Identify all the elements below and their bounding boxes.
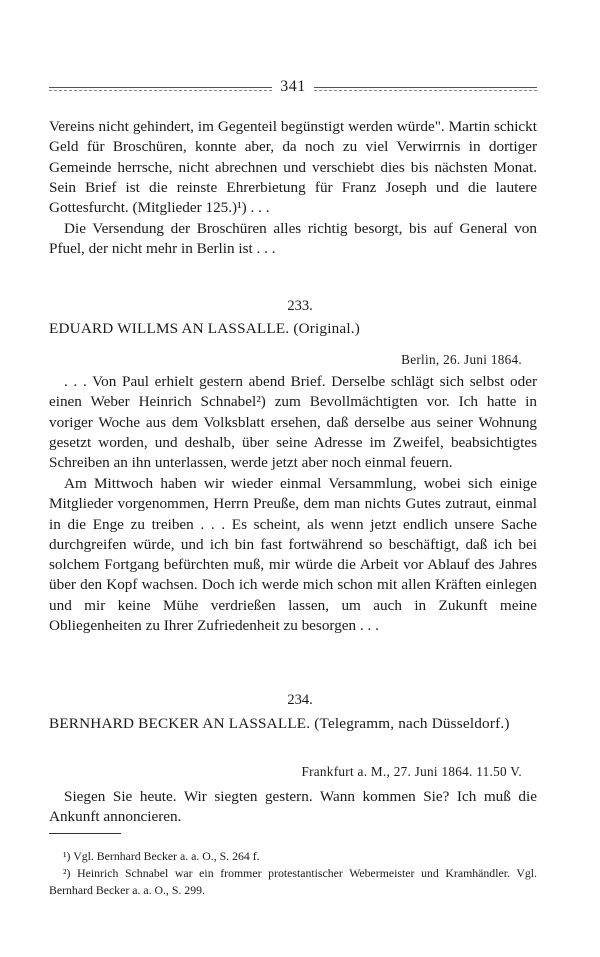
continued-paragraph-2: Die Versendung der Broschüren alles richtig besorgt, bis auf General von Pfuel, der nicht mehr in Berlin ist . . . [49, 220, 537, 258]
letter-date-234: Frankfurt a. M., 27. Juni 1864. 11.50 V. [301, 764, 522, 779]
continued-paragraph: Vereins nicht gehindert, im Gegenteil begünstigt werden würde". Martin schickt Geld für Broschüren, konnte aber, da noch zu viel Verwirrnis in dortiger Gemeinde herrsche, nicht abrechnen und verschiebt dies bis nächsten Monat. Sein Brief ist die reinste Ehrerbietung für Franz Joseph und die lautere Gottesfurcht. (Mitglieder 125.)¹) . . . [49, 118, 537, 217]
footnote-rule [49, 833, 121, 834]
page-number: 341 [280, 77, 306, 95]
letter-234-paragraph-1: Siegen Sie heute. Wir siegten gestern. Wann kommen Sie? Ich muß die Ankunft annoncieren. [49, 788, 537, 826]
letter-heading-233: EDUARD WILLMS AN LASSALLE. (Original.) [49, 320, 361, 337]
letter-number-234: 234. [287, 692, 313, 708]
footnote-1: ¹) Vgl. Bernhard Becker a. a. O., S. 264 f. [63, 849, 260, 863]
header-rule-right [314, 87, 537, 88]
letter-number-233: 233. [287, 298, 313, 314]
letter-233-paragraph-2: Am Mittwoch haben wir wieder einmal Versammlung, wobei sich einige Mitglieder vorgenommen, Herrn Preuße, dem man nichts Gutes zutraut, einmal in die Enge zu treiben . . . Es scheint, als wenn jetzt endlich unsere Sache durchgreifen würde, und ich bin fast fortwährend so beschäftigt, daß ich bei solchem Fortgang befürchten muß, mir würde die Arbeit vor Ablauf des Jahres über den Kopf wachsen. Doch ich werde mich schon mit allen Kräften einlegen und mir keine Mühe verdrießen lassen, um auch in Zukunft meine Obliegenheiten zu Ihrer Zufriedenheit zu besorgen . . . [49, 475, 537, 635]
header-rule-left [49, 87, 272, 88]
running-header [49, 76, 537, 98]
footnote-2: ²) Heinrich Schnabel war ein frommer protestantischer Webermeister und Kramhändler. Vgl. Bernhard Becker a. a. O., S. 299. [49, 866, 537, 897]
letter-date-233: Berlin, 26. Juni 1864. [401, 352, 522, 367]
letter-233-paragraph-1: . . . Von Paul erhielt gestern abend Brief. Derselbe schlägt sich selbst oder einen Weber Heinrich Schnabel²) zum Bevollmächtigten vor. Ich hatte in voriger Woche aus dem Volksblatt ersehen, daß derselbe aus seiner Wohnung gesetzt worden, und deshalb, über seine Adresse im Zweifel, beabsichtigtes Schreiben an ihn unterlassen, werde jetzt aber noch einmal feuern. [49, 373, 537, 472]
letter-heading-234: BERNHARD BECKER AN LASSALLE. (Telegramm, nach Düsseldorf.) [49, 715, 510, 732]
